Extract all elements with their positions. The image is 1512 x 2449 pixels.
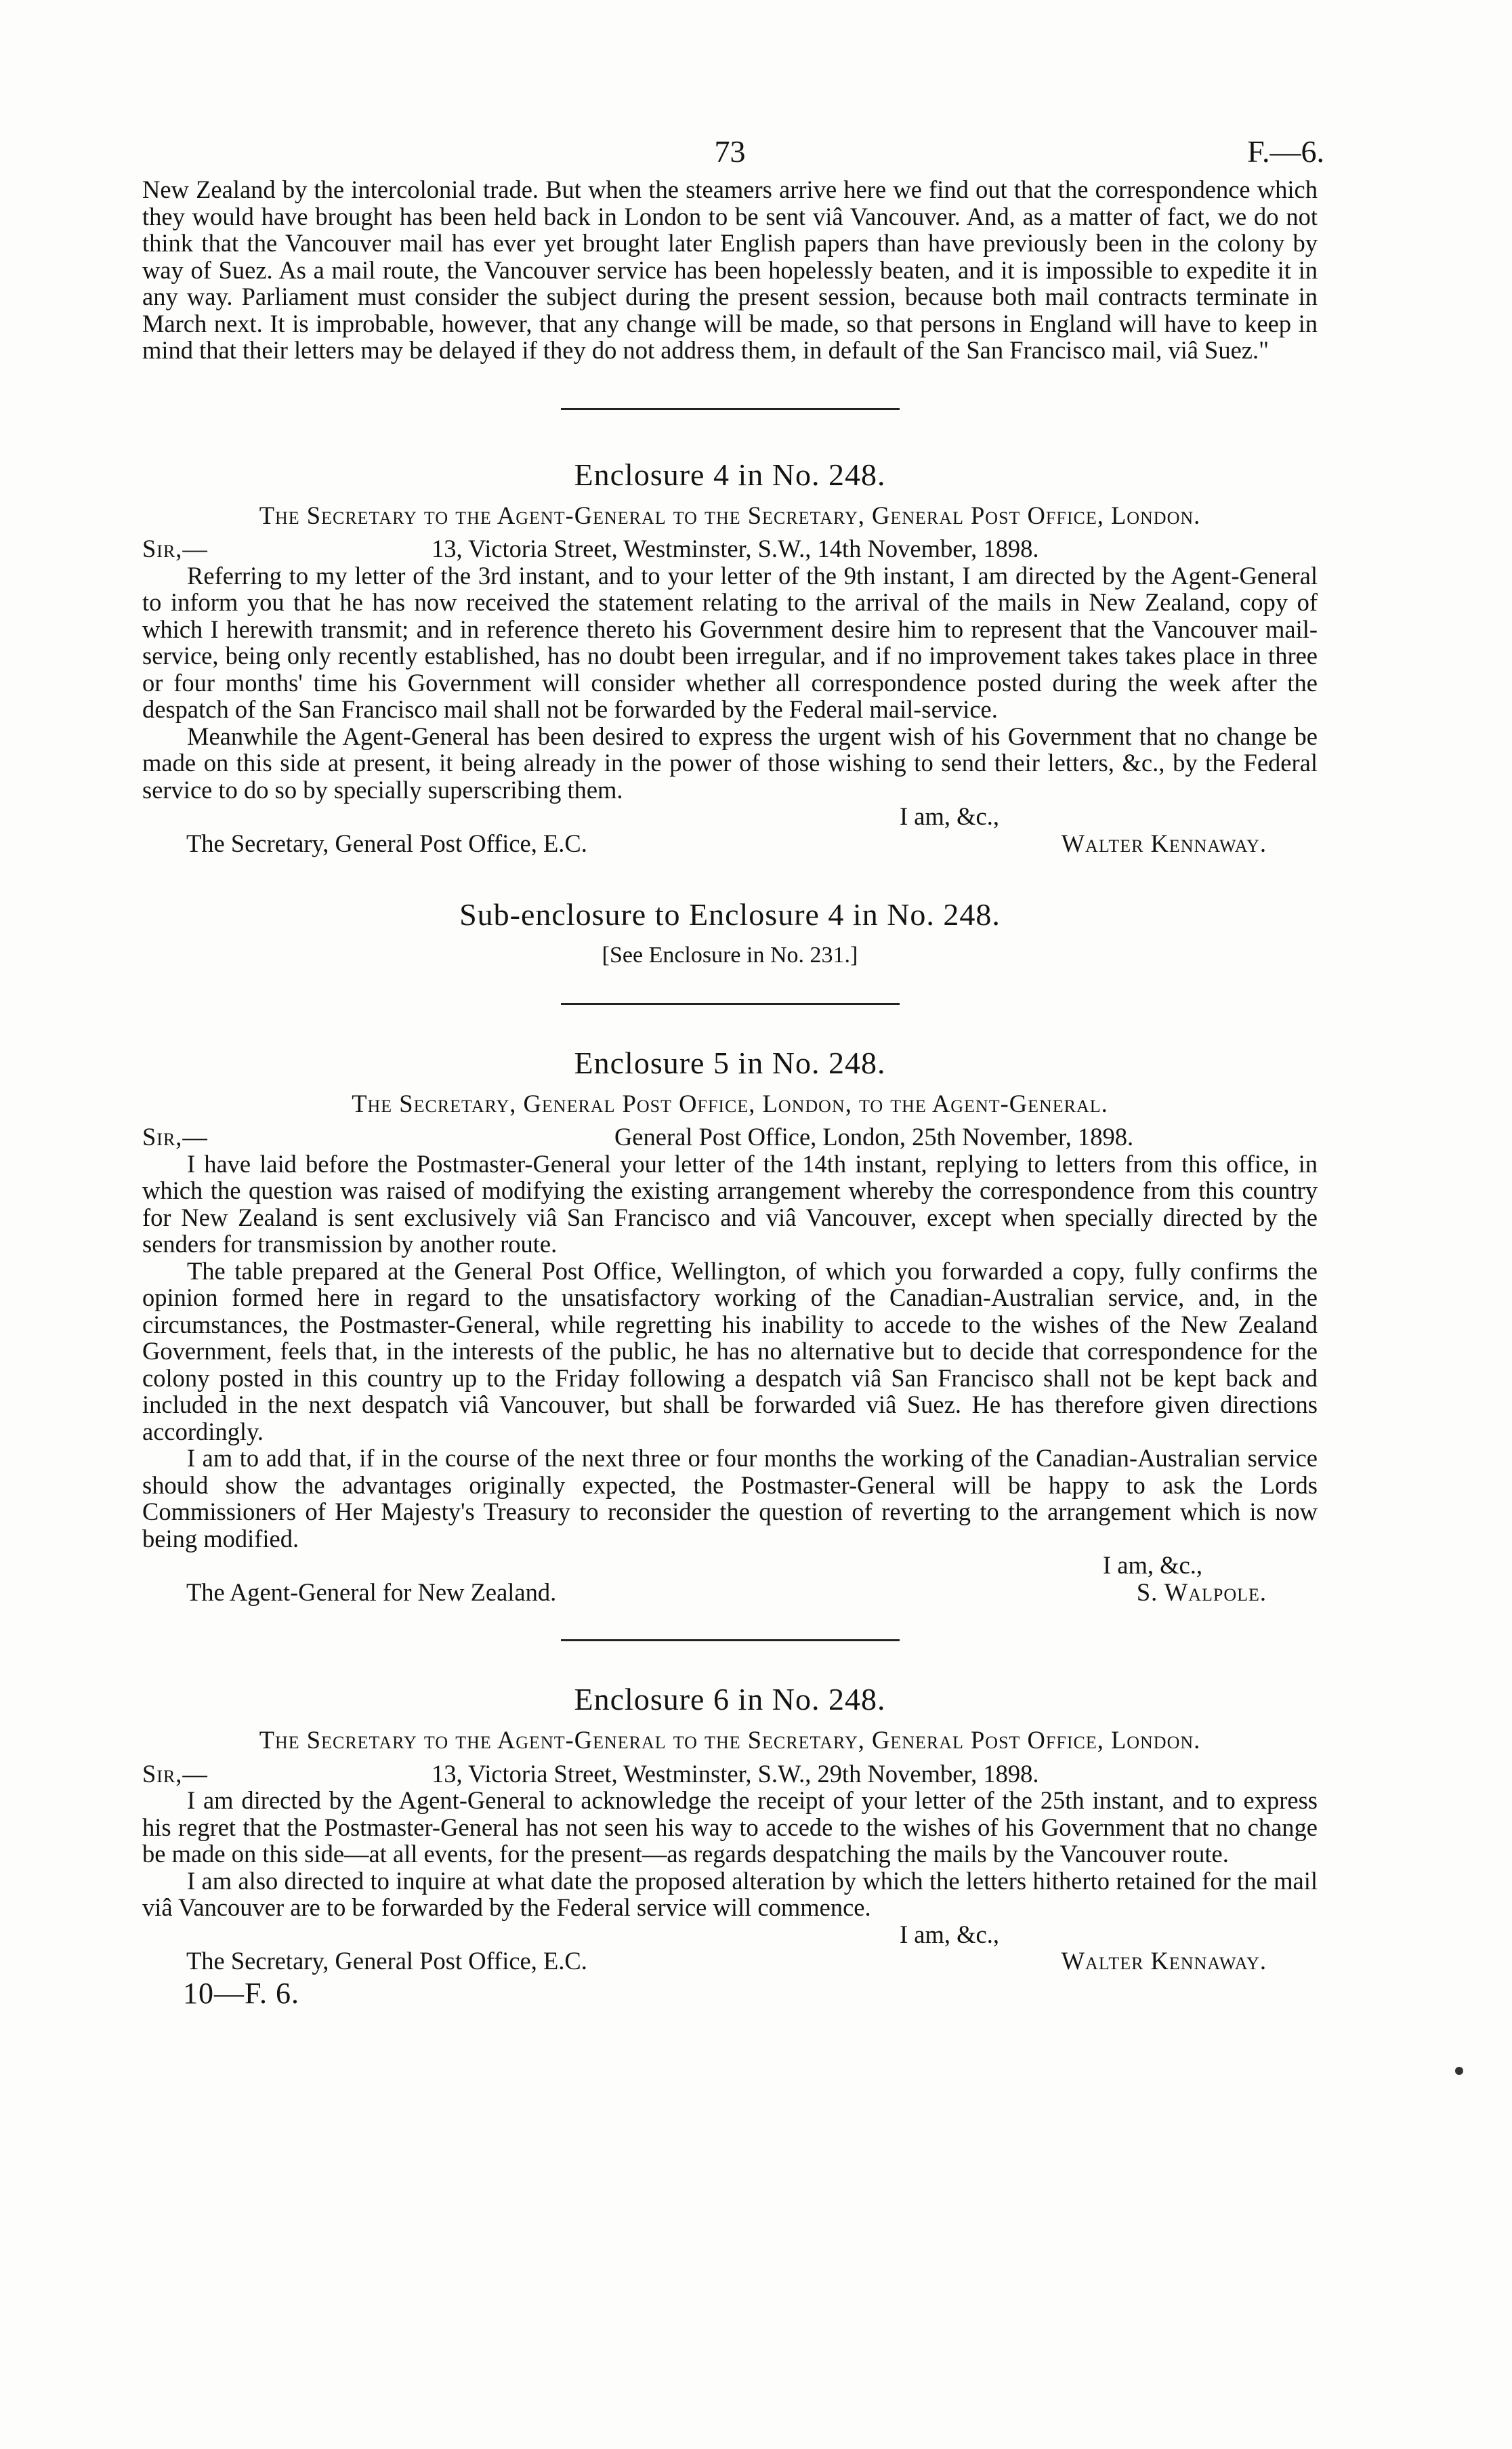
subenclosure-title: Sub-enclosure to Enclosure 4 in No. 248. (459, 897, 1001, 932)
recipient: The Agent-General for New Zealand. (186, 1578, 557, 1606)
sender-address: 13, Victoria Street, Westminster, S.W., 29th November, 1898. (431, 1759, 1039, 1788)
section-divider (561, 1639, 900, 1641)
signature: Walter Kennaway. (1061, 829, 1267, 857)
document-page (142, 134, 1324, 2010)
sender-address: General Post Office, London, 25th November, 1898. (614, 1123, 1134, 1151)
intro-paragraph: New Zealand by the intercolonial trade. But when the steamers arrive here we find out that the correspondence which they would have brought has been held back in London to be sent viâ Vancouver. And, as a matter of fact, we do not think that the Vancouver mail has ever yet brought later English papers than have previously been in the colony by way of Suez. As a mail route, the Vancouver service has been hopelessly beaten, and it is impossible to expedite it in any way. Parliament must consider the subject during the present session, because both mail contracts terminate in March next. It is improbable, however, that any change will be made, so that persons in England will have to keep in mind that their letters may be delayed if they do not address them, in default of the San Francisco mail, viâ Suez." (142, 176, 1318, 364)
subenclosure-4 (142, 897, 1318, 969)
signature-row (142, 1948, 1318, 1975)
enclosure-5 (142, 1046, 1318, 1606)
enclosure-6 (142, 1682, 1318, 2010)
margin-mark (1455, 2067, 1463, 2075)
enclosure-6-heading-row (142, 1761, 1318, 1788)
letter-paragraph: Meanwhile the Agent-General has been desired to express the urgent wish of his Government that no change be made on this side at present, it being already in the power of those wishing to send their letters, &c., by the Federal service to do so by specially superscribing them. (142, 722, 1318, 804)
enclosure-6-caption: The Secretary to the Agent-General to the Secretary, General Post Office, London. (259, 1726, 1201, 1754)
letter-paragraph: I am directed by the Agent-General to acknowledge the receipt of your letter of the 25th instant, and to express his regret that the Postmaster-General has not seen his way to accede to the wishes of his Government that no change be made on this side—at all events, for the present—as regards despatching the mails by the Vancouver route. (142, 1786, 1318, 1868)
salutation: Sir,— (142, 1123, 208, 1151)
closing: I am, &c., (1103, 1551, 1202, 1579)
page-header (142, 134, 1324, 176)
section-divider (561, 1003, 900, 1005)
letter-paragraph: Referring to my letter of the 3rd instant, and to your letter of the 9th instant, I am directed by the Agent-General to inform you that he has now received the statement relating to the arrival of the mails in New Zealand, copy of which I herewith transmit; and in reference thereto his Government desire him to represent that the Vancouver mail-service, being only recently established, has no doubt been irregular, and if no improvement takes takes place in three or four months' time his Government will consider whether all correspondence posted during the week after the despatch of the San Francisco mail shall not be forwarded by the Federal mail-service. (142, 561, 1318, 723)
letter-paragraph: I am also directed to inquire at what date the proposed alteration by which the letters hitherto retained for the mail viâ Vancouver are to be forwarded by the Federal service will commence. (142, 1866, 1318, 1921)
page-number: 73 (714, 134, 746, 169)
salutation: Sir,— (142, 1759, 208, 1788)
enclosure-5-title: Enclosure 5 in No. 248. (574, 1045, 886, 1080)
recipient: The Secretary, General Post Office, E.C. (186, 829, 587, 857)
signature-footer: 10—F. 6. (183, 1976, 299, 2010)
enclosure-4-title: Enclosure 4 in No. 248. (574, 457, 886, 492)
recipient: The Secretary, General Post Office, E.C. (186, 1947, 587, 1975)
closing: I am, &c., (900, 1920, 999, 1948)
letter-paragraph: I have laid before the Postmaster-General your letter of the 14th instant, replying to letters from this office, in which the question was raised of modifying the existing arrangement whereby the correspondence from this country for New Zealand is sent exclusively viâ San Francisco and viâ Vancouver, except when specially directed by the senders for transmission by another route. (142, 1149, 1318, 1258)
section-divider (561, 408, 900, 410)
enclosure-4 (142, 457, 1318, 857)
enclosure-4-caption: The Secretary to the Agent-General to the Secretary, General Post Office, London. (259, 501, 1201, 529)
enclosure-4-heading-row (142, 535, 1318, 562)
document-reference: F.—6. (1247, 134, 1324, 169)
signature: Walter Kennaway. (1061, 1947, 1267, 1975)
cross-reference-note: [See Enclosure in No. 231.] (602, 943, 858, 968)
salutation: Sir,— (142, 535, 208, 562)
closing: I am, &c., (900, 802, 999, 830)
sender-address: 13, Victoria Street, Westminster, S.W., 14th November, 1898. (431, 535, 1039, 562)
letter-paragraph: I am to add that, if in the course of the next three or four months the working of the Canadian-Australian service should show the advantages originally expected, the Postmaster-General will be happy to ask the Lords Commissioners of Her Majesty's Treasury to reconsider the question of reverting to the arrangement which is now being modified. (142, 1444, 1318, 1552)
letter-paragraph: The table prepared at the General Post Office, Wellington, of which you forwarded a copy, fully confirms the opinion formed here in regard to the unsatisfactory working of the Canadian-Australian service, and, in the circumstances, the Postmaster-General, while regretting his inability to accede to the wishes of the New Zealand Government, feels that, in the interests of the public, he has no alternative but to decide that correspondence for the colony posted in this country up to the Friday following a despatch viâ San Francisco shall not be kept back and included in the next despatch viâ Vancouver, but shall be forwarded viâ Suez. He has therefore given directions accordingly. (142, 1256, 1318, 1445)
enclosure-6-title: Enclosure 6 in No. 248. (574, 1682, 886, 1716)
signature: S. Walpole. (1136, 1578, 1267, 1606)
signature-row (142, 1579, 1318, 1606)
enclosure-5-heading-row (142, 1124, 1318, 1151)
enclosure-5-caption: The Secretary, General Post Office, London, to the Agent-General. (352, 1089, 1108, 1117)
signature-row (142, 830, 1318, 857)
